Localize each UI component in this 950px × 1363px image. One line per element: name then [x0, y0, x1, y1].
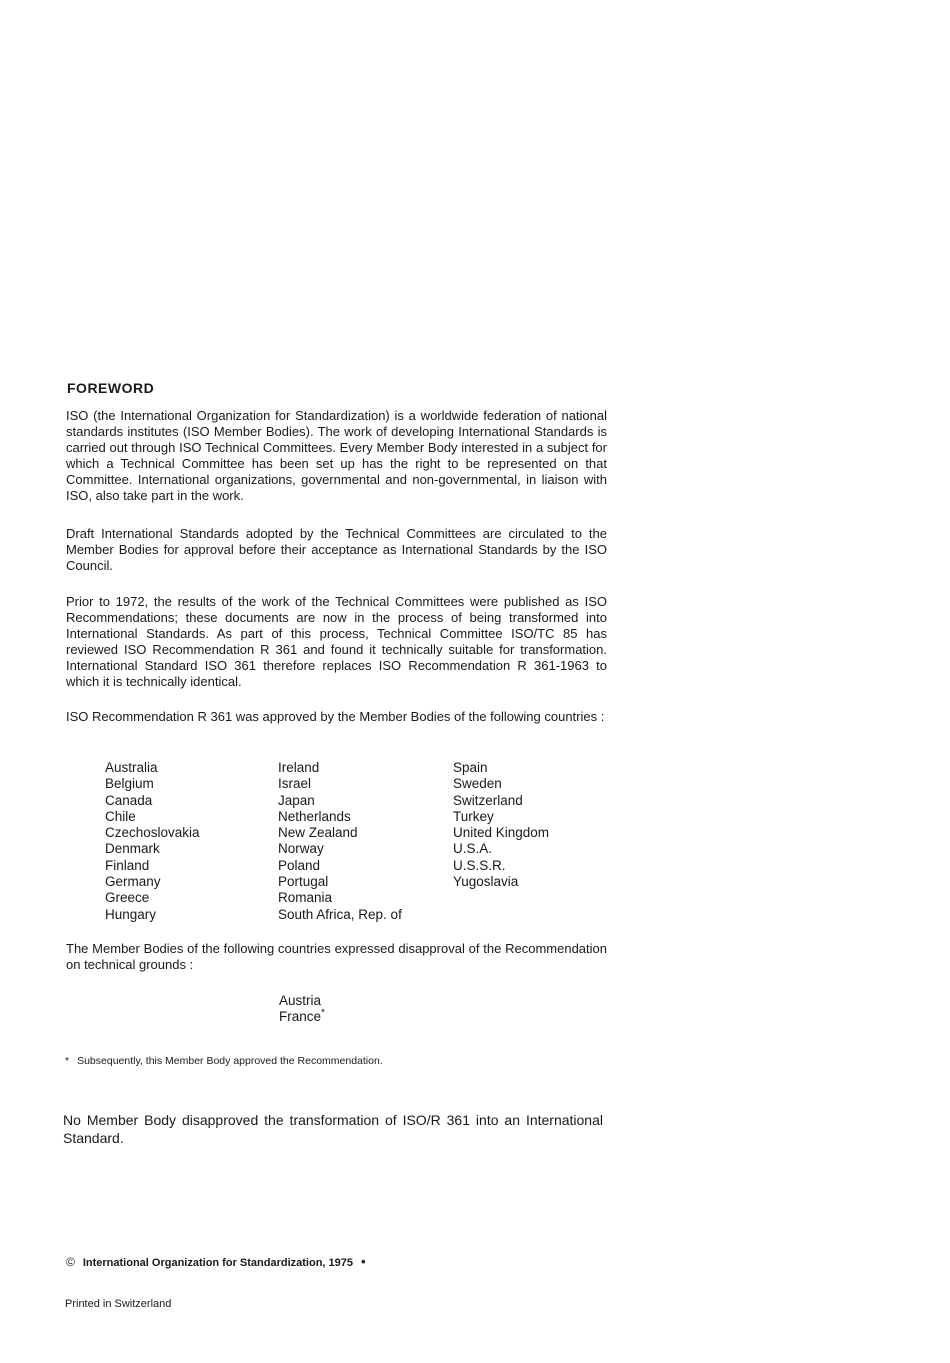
footnote-text: Subsequently, this Member Body approved the Recommendation. — [77, 1055, 383, 1067]
country-item: Netherlands — [278, 808, 351, 824]
printed-in: Printed in Switzerland — [65, 1298, 172, 1310]
foreword-paragraph-1: ISO (the International Organization for Standardization) is a worldwide federation of national standards institutes (ISO Member Bodies). The work of developing International Standards is carried out through ISO Technical Committees. Every Member Body interested in a subject for which a Technical Committee has been set up has the right to be represented on that Committee. International organizations, governmental and non-governmental, in liaison with ISO, also take part in the work. — [66, 408, 607, 503]
country-item: Switzerland — [453, 792, 523, 808]
country-item: Finland — [105, 857, 150, 873]
country-item: U.S.S.R. — [453, 857, 506, 873]
country-item: Israel — [278, 776, 312, 792]
copyright-line — [66, 1254, 366, 1269]
foreword-paragraph-2: Draft International Standards adopted by the Technical Committees are circulated to the Member Bodies for approval before their acceptance as International Standards by the ISO Council. — [66, 526, 607, 573]
country-item: Chile — [105, 808, 136, 824]
country-item: U.S.A. — [453, 841, 493, 857]
footnote — [65, 1055, 383, 1067]
country-item: Ireland — [278, 760, 320, 775]
foreword-heading: FOREWORD — [67, 380, 155, 396]
country-item: Australia — [105, 760, 158, 775]
bullet-icon: • — [361, 1254, 366, 1269]
disapproving-countries — [279, 993, 325, 1026]
country-item: Norway — [278, 841, 324, 857]
final-statement: No Member Body disapproved the transformation of ISO/R 361 into an International Standard. — [63, 1112, 603, 1146]
copyright-icon: © — [66, 1255, 75, 1269]
country-name: France — [279, 1009, 322, 1025]
country-item: Poland — [278, 857, 321, 873]
country-item: Sweden — [453, 776, 502, 792]
country-item: Romania — [278, 890, 333, 906]
foreword-paragraph-3: Prior to 1972, the results of the work of the Technical Committees were published as ISO Recommendations; these documents are now in the process of being transformed into International Standards. As part of this process, Technical Committee ISO/TC 85 has reviewed ISO Recommendation R 361 and found it technically suitable for transformation. International Standard ISO 361 therefore replaces ISO Recommendation R 361-1963 to which it is technically identical. — [66, 594, 607, 689]
country-item: Belgium — [105, 776, 154, 792]
footnote-reference: * — [321, 1007, 325, 1019]
approval-intro: ISO Recommendation R 361 was approved by the Member Bodies of the following countries : — [66, 709, 605, 724]
approving-countries-column-1 — [105, 760, 200, 923]
country-item: Yugoslavia — [453, 874, 519, 890]
country-item: Turkey — [453, 808, 494, 824]
country-item: Austria — [279, 993, 322, 1008]
approving-countries-column-3 — [453, 760, 549, 890]
country-item: New Zealand — [278, 825, 358, 841]
country-item: United Kingdom — [453, 825, 550, 841]
footnote-marker: * — [65, 1055, 70, 1067]
country-item: Greece — [105, 890, 150, 906]
country-item: Canada — [105, 792, 153, 808]
country-item: South Africa, Rep. of — [278, 906, 402, 922]
country-item: Japan — [278, 792, 315, 808]
country-item: Germany — [105, 874, 161, 890]
country-item: Spain — [453, 760, 488, 775]
country-item: Denmark — [105, 841, 160, 857]
copyright-text: International Organization for Standardization, 1975 — [82, 1257, 353, 1269]
approving-countries-column-2 — [278, 760, 402, 923]
disapproval-intro: The Member Bodies of the following countries expressed disapproval of the Recommendation on technical grounds : — [66, 941, 607, 972]
country-item: Czechoslovakia — [105, 825, 200, 841]
country-item: Hungary — [105, 906, 157, 922]
country-item-with-footnote — [279, 1009, 325, 1025]
country-item: Portugal — [278, 874, 329, 890]
